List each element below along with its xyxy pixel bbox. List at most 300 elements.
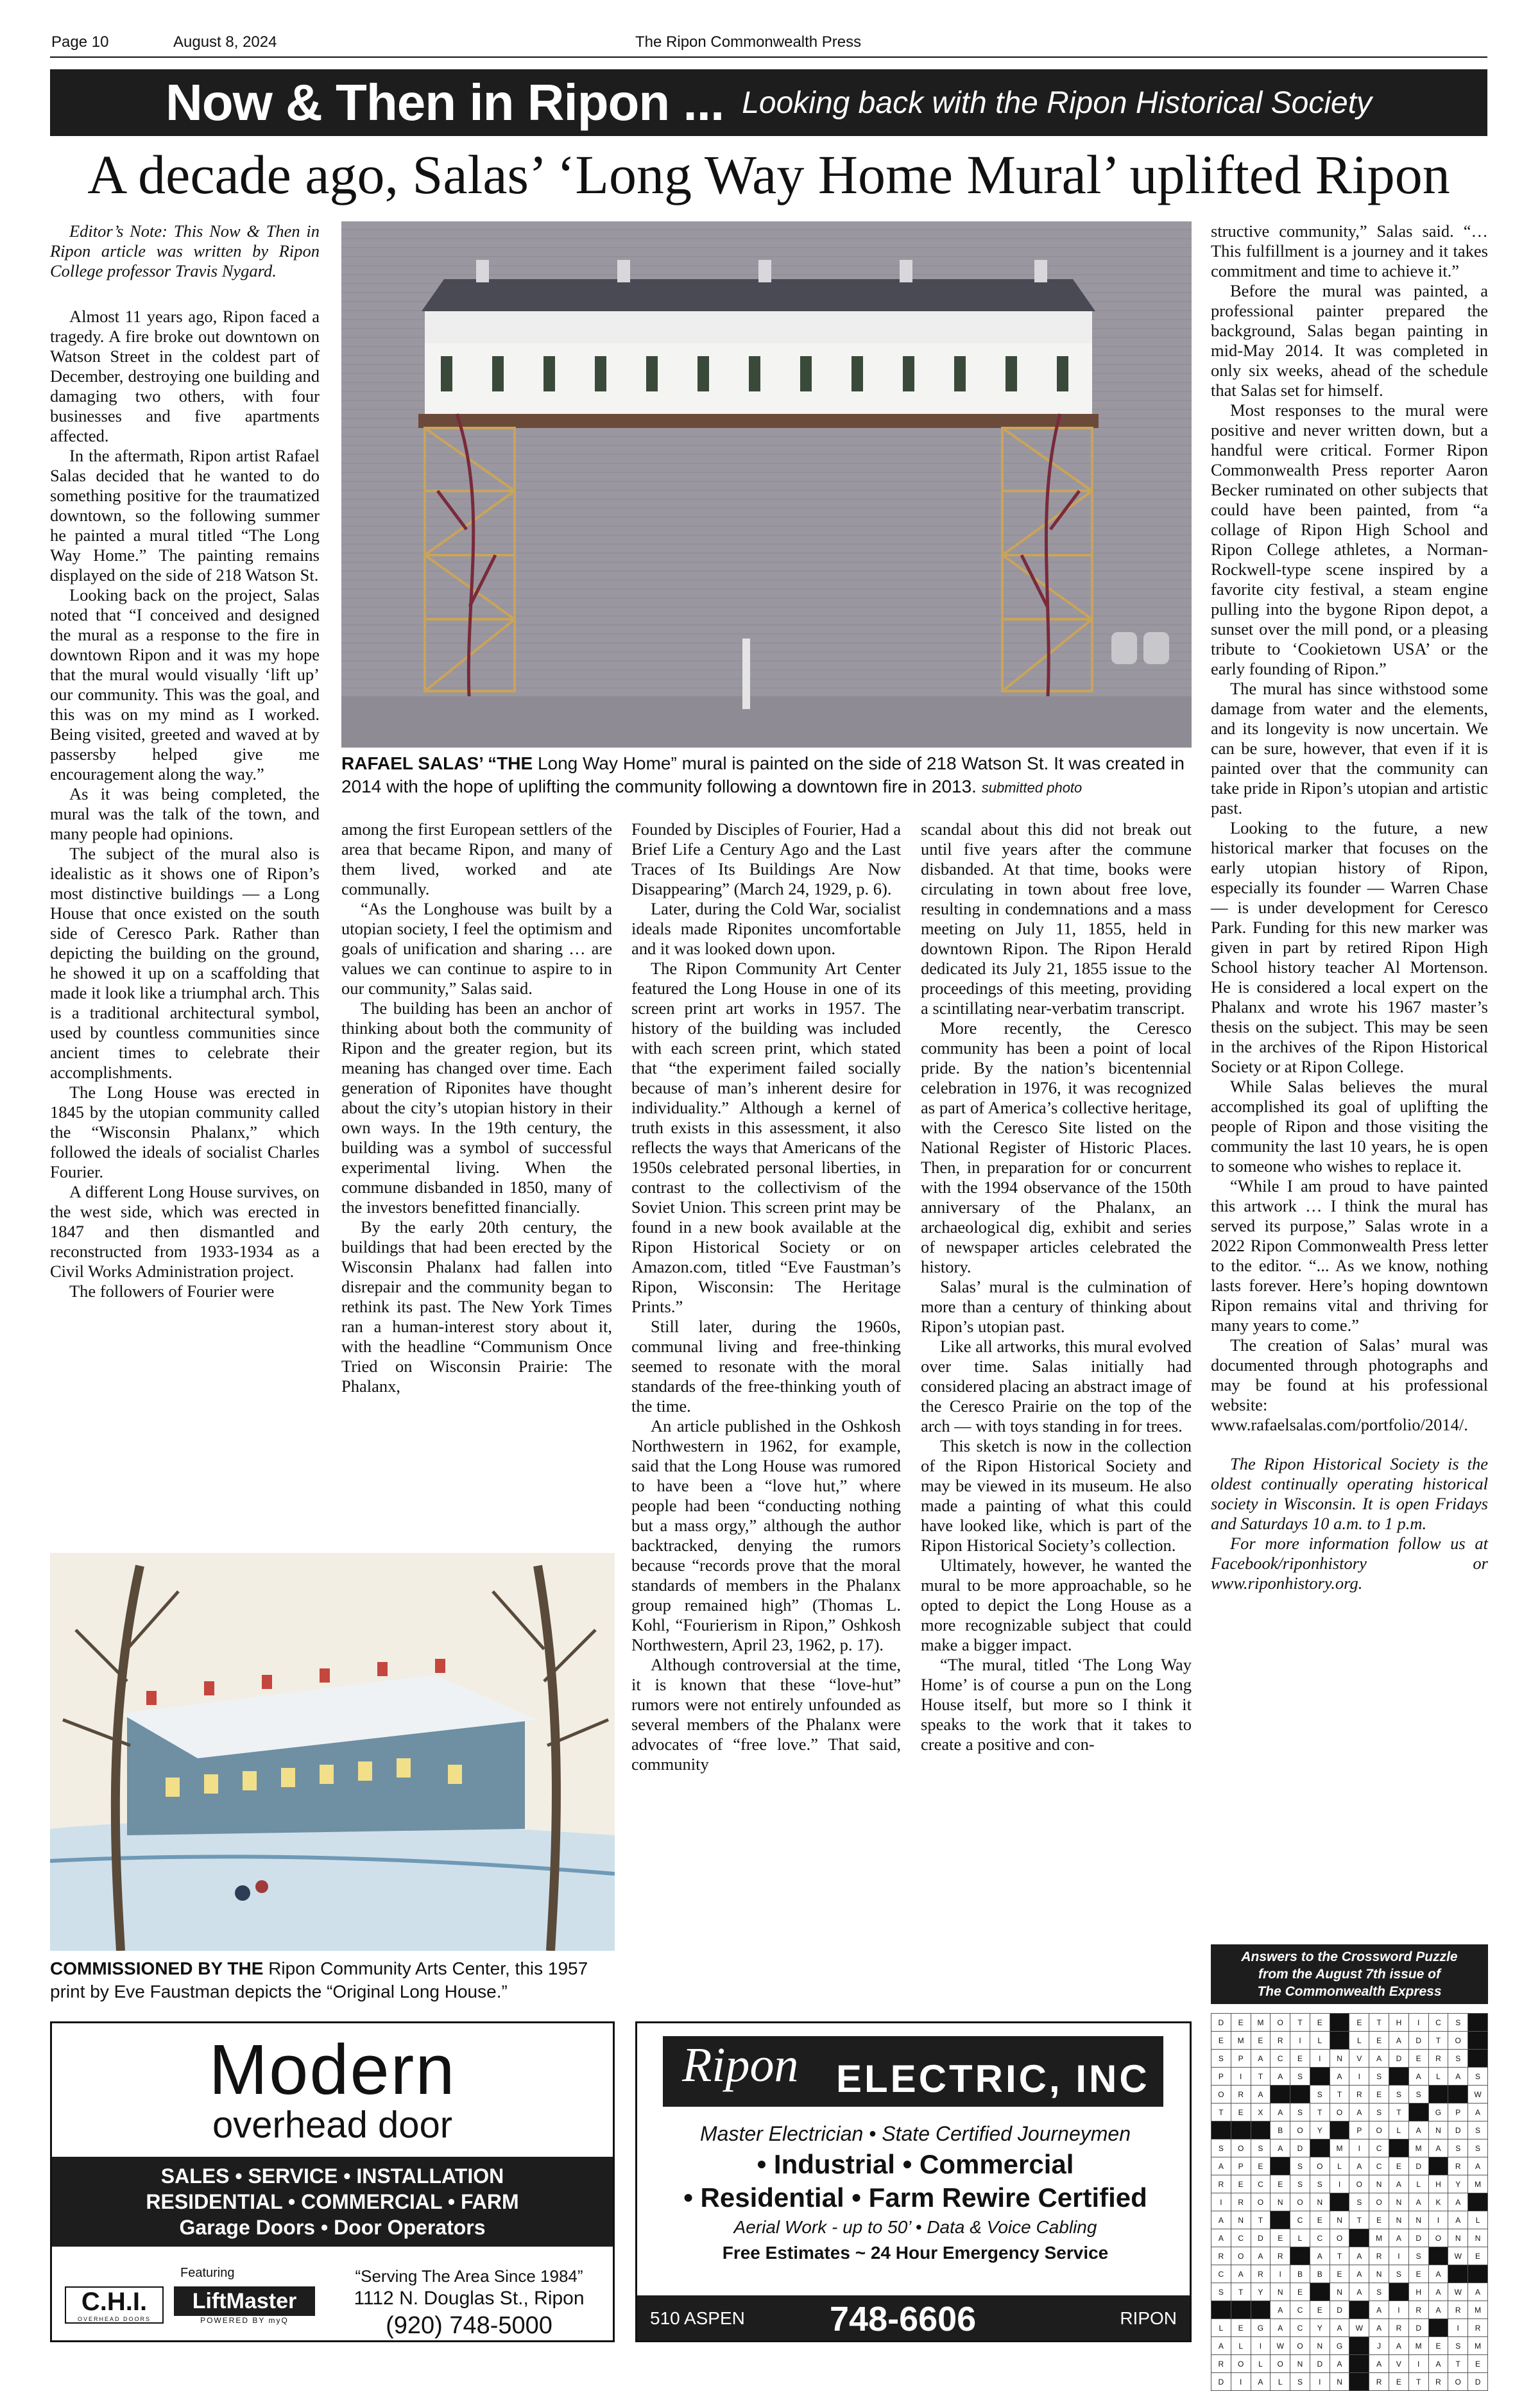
crossword-cell: Y xyxy=(1310,2121,1330,2139)
crossword-cell: S xyxy=(1448,2014,1468,2032)
crossword-block xyxy=(1468,2193,1488,2211)
crossword-cell: R xyxy=(1251,2265,1270,2283)
crossword-cell: B xyxy=(1290,2265,1310,2283)
crossword-cell: A xyxy=(1389,2032,1409,2050)
crossword-cell: E xyxy=(1349,2014,1369,2032)
ad-modern-overhead-door xyxy=(50,2021,615,2342)
paragraph: As it was being completed, the mural was the talk of the town, and many people had opinions. xyxy=(50,784,320,843)
paragraph: Although controversial at the time, it is known that these “love-hut” rumors were not entirely unfounded as several members of the Phalanx were advocates of “free love.” That said, community xyxy=(631,1655,901,1774)
electric-script: Ripon xyxy=(682,2038,799,2092)
editor-note: Editor’s Note: This Now & Then in Ripon article was written by Ripon College professor Travis Nygard. xyxy=(50,221,320,280)
electric-phone: 748-6606 xyxy=(830,2300,977,2338)
electric-city: RIPON xyxy=(1120,2308,1177,2328)
paragraph: The followers of Fourier were xyxy=(69,1281,275,1301)
crossword-cell: A xyxy=(1428,2355,1448,2373)
liftmaster-text: LiftMaster xyxy=(174,2286,315,2316)
electric-name: ELECTRIC, INC xyxy=(836,2057,1150,2100)
crossword-cell: E xyxy=(1468,2355,1488,2373)
crossword-cell: R xyxy=(1211,2247,1231,2265)
crossword-cell: S xyxy=(1369,2104,1389,2121)
crossword-cell: T xyxy=(1330,2086,1349,2104)
crossword-cell: S xyxy=(1290,2068,1310,2086)
crossword-cell: I xyxy=(1349,2068,1369,2086)
crossword-cell: A xyxy=(1389,2229,1409,2247)
paragraph: Salas’ mural is the culmination of more than a century of thinking about Ripon’s utopian past. xyxy=(921,1277,1192,1336)
print-caption xyxy=(50,1957,615,2003)
ad-phone: (920) 748-5000 xyxy=(386,2312,552,2339)
ad-address: 1112 N. Douglas St., Ripon xyxy=(354,2288,585,2309)
longhouse-print xyxy=(50,1553,615,1951)
crossword-cell: C xyxy=(1428,2014,1448,2032)
crossword-cell: S xyxy=(1468,2139,1488,2157)
crossword-row xyxy=(1211,2157,1488,2175)
crossword-cell: O xyxy=(1290,2337,1310,2355)
crossword-cell: S xyxy=(1290,2104,1310,2121)
banner-subtitle: Looking back with the Ripon Historical Society xyxy=(742,85,1373,120)
ad-line: SALES • SERVICE • INSTALLATION xyxy=(160,2164,504,2188)
crossword-cell: C xyxy=(1369,2157,1389,2175)
column-1 xyxy=(50,221,320,1301)
crossword-cell: T xyxy=(1428,2032,1448,2050)
crossword-header xyxy=(1211,1944,1488,2004)
ad-slogan: “Serving The Area Since 1984” xyxy=(355,2267,583,2286)
ad-brand-sub: overhead door xyxy=(212,2104,453,2146)
crossword-cell: S xyxy=(1369,2068,1389,2086)
crossword-cell: O xyxy=(1231,2247,1251,2265)
crossword-row xyxy=(1211,2014,1488,2032)
crossword-block xyxy=(1330,2014,1349,2032)
crossword-row xyxy=(1211,2193,1488,2211)
crossword-cell: L xyxy=(1251,2355,1270,2373)
crossword-cell: O xyxy=(1369,2121,1389,2139)
paragraph: An article published in the Oshkosh Northwestern in 1962, for example, said that the Long House was rumored to have been a “love hut,” where people had been “conducting nothing but a mass orgy,” although the author backtracked, denying the rumors because “records prove that the moral standards of members in the Phalanx group remained high” (Thomas L. Kohl, “Fourierism in Ripon,” Oshkosh Northwestern, April 23, 1962, p. 17). xyxy=(631,1416,901,1654)
crossword-block xyxy=(1310,2068,1330,2086)
crossword-cell: N xyxy=(1408,2211,1428,2229)
crossword-cell: D xyxy=(1251,2229,1270,2247)
paragraph: Still later, during the 1960s, communal living and free-thinking seemed to resonate with the moral standards of the free-thinking youth of the time. xyxy=(631,1317,901,1416)
crossword-cell: S xyxy=(1290,2157,1310,2175)
paragraph: “While I am proud to have painted this artwork … I think the mural has served its purpose,” Salas wrote in a 2022 Ripon Commonwealth Press letter to the editor. “... As we know, nothing lasts forever. Here’s hoping downtown Ripon remains vital and thriving for many years to come.” xyxy=(1211,1176,1488,1335)
crossword-cell: E xyxy=(1389,2373,1409,2391)
crossword-cell: I xyxy=(1231,2373,1251,2391)
crossword-cell: T xyxy=(1330,2247,1349,2265)
crossword-cell: A xyxy=(1330,2355,1349,2373)
crossword-cell: O xyxy=(1310,2157,1330,2175)
paragraph: “As the Longhouse was built by a utopian society, I feel the optimism and goals of unification and sharing … are values we can continue to aspire to in our community,” Salas said. xyxy=(341,899,612,998)
crossword-cell: D xyxy=(1290,2139,1310,2157)
headline: A decade ago, Salas’ ‘Long Way Home Mural’ uplifted Ripon xyxy=(87,144,1450,205)
crossword-cell: R xyxy=(1408,2301,1428,2319)
crossword-cell: O xyxy=(1349,2175,1369,2193)
crossword-row xyxy=(1211,2211,1488,2229)
crossword-cell: D xyxy=(1468,2373,1488,2391)
paragraph: A different Long House survives, on the west side, which was erected in 1847 and then dismantled and reconstructed from 1933-1934 as a Civil Works Administration project. xyxy=(50,1182,320,1281)
crossword-cell: S xyxy=(1389,2086,1409,2104)
crossword-cell: S xyxy=(1211,2050,1231,2068)
crossword-cell: D xyxy=(1330,2301,1349,2319)
crossword-cell: N xyxy=(1270,2193,1290,2211)
crossword-cell: I xyxy=(1211,2193,1231,2211)
paragraph: structive community,” Salas said. “… This fulfillment is a journey and it takes commitment and time to achieve it.” xyxy=(1211,221,1488,280)
crossword-cell: A xyxy=(1349,2265,1369,2283)
crossword-cell: A xyxy=(1369,2319,1389,2337)
crossword-cell: G xyxy=(1330,2337,1349,2355)
crossword-cell: A xyxy=(1330,2068,1349,2086)
crossword-cell: C xyxy=(1211,2265,1231,2283)
ad-line: • Industrial • Commercial xyxy=(757,2149,1074,2179)
crossword-block xyxy=(1330,2032,1349,2050)
crossword-cell: E xyxy=(1330,2265,1349,2283)
crossword-cell: D xyxy=(1389,2050,1409,2068)
crossword-cell: I xyxy=(1349,2139,1369,2157)
crossword-cell: T xyxy=(1211,2104,1231,2121)
crossword-cell: C xyxy=(1290,2301,1310,2319)
crossword-cell: I xyxy=(1330,2175,1349,2193)
crossword-cell: V xyxy=(1389,2355,1409,2373)
crossword-cell: A xyxy=(1349,2247,1369,2265)
crossword-block xyxy=(1389,2139,1409,2157)
crossword-cell: N xyxy=(1468,2229,1488,2247)
paragraph: By the early 20th century, the buildings that had been erected by the Wisconsin Phalanx had fallen into disrepair and the community began to rethink its past. The New York Times ran a human-interest story about it, with the headline “Communism Once Tried on Wisconsin Prairie: The Phalanx, xyxy=(341,1217,612,1396)
crossword-cell: D xyxy=(1408,2229,1428,2247)
liftmaster-sub: POWERED BY myQ xyxy=(200,2316,289,2325)
crossword-row xyxy=(1211,2265,1488,2283)
crossword-cell: L xyxy=(1468,2211,1488,2229)
column-3 xyxy=(631,819,901,1774)
crossword-cell: L xyxy=(1270,2373,1290,2391)
crossword-block xyxy=(1349,2355,1369,2373)
crossword-cell: C xyxy=(1231,2229,1251,2247)
crossword-cell: E xyxy=(1369,2086,1389,2104)
crossword-title: The Commonwealth Express xyxy=(1257,1984,1442,1999)
crossword-cell: A xyxy=(1211,2337,1231,2355)
crossword-cell: I xyxy=(1408,2014,1428,2032)
crossword-cell: R xyxy=(1211,2175,1231,2193)
society-note: The Ripon Historical Society is the oldest continually operating historical society in Wisconsin. It is open Fridays and Saturdays 10 a.m. to 1 p.m. xyxy=(1211,1454,1488,1533)
mural-caption xyxy=(341,752,1192,800)
crossword-block xyxy=(1270,2086,1290,2104)
ad-brand: Modern xyxy=(209,2030,456,2109)
crossword-cell: O xyxy=(1369,2193,1389,2211)
crossword-cell: N xyxy=(1330,2050,1349,2068)
crossword-cell: A xyxy=(1468,2157,1488,2175)
crossword-cell: A xyxy=(1448,2211,1468,2229)
crossword-cell: O xyxy=(1290,2193,1310,2211)
paragraph: The subject of the mural also is idealistic as it shows one of Ripon’s most distinctive buildings — a Long House that once existed on the south side of Ceresco Park. Rather than depicting the building on the ground, he showed it up on a scaffolding that made it look like a triumphal arch. This is a traditional architectural symbol, used by countless communities since ancient times to celebrate their accomplishments. xyxy=(50,844,320,1082)
crossword-cell: E xyxy=(1310,2014,1330,2032)
mural-photo xyxy=(341,221,1192,748)
crossword-cell: R xyxy=(1448,2157,1468,2175)
crossword-cell: C xyxy=(1290,2319,1310,2337)
crossword-cell: W xyxy=(1349,2319,1369,2337)
crossword-cell: C xyxy=(1251,2175,1270,2193)
crossword-cell: I xyxy=(1389,2301,1409,2319)
crossword-cell: Y xyxy=(1310,2319,1330,2337)
crossword-cell: M xyxy=(1468,2175,1488,2193)
crossword-cell: C xyxy=(1290,2211,1310,2229)
crossword-cell: L xyxy=(1330,2157,1349,2175)
crossword-cell: T xyxy=(1251,2068,1270,2086)
crossword-cell: A xyxy=(1408,2193,1428,2211)
crossword-cell: N xyxy=(1231,2211,1251,2229)
crossword-cell: S xyxy=(1310,2086,1330,2104)
column-5 xyxy=(1211,221,1488,1593)
crossword-block xyxy=(1428,2247,1448,2265)
crossword-block xyxy=(1211,2301,1231,2319)
crossword-cell: S xyxy=(1349,2193,1369,2211)
crossword-block xyxy=(1251,2301,1270,2319)
crossword-cell: R xyxy=(1369,2247,1389,2265)
crossword-cell: N xyxy=(1369,2175,1389,2193)
crossword-cell: L xyxy=(1408,2175,1428,2193)
paragraph: Later, during the Cold War, socialist ideals made Riponites uncomfortable and it was looked down upon. xyxy=(631,899,901,958)
crossword-cell: O xyxy=(1330,2229,1349,2247)
crossword-cell: J xyxy=(1369,2337,1389,2355)
crossword-block xyxy=(1290,2086,1310,2104)
crossword-cell: D xyxy=(1408,2032,1428,2050)
crossword-cell: I xyxy=(1448,2319,1468,2337)
ad-contact xyxy=(334,2266,604,2340)
crossword-cell: A xyxy=(1369,2355,1389,2373)
crossword-cell: H xyxy=(1389,2014,1409,2032)
crossword-cell: A xyxy=(1428,2139,1448,2157)
paper-name: The Ripon Commonwealth Press xyxy=(635,33,862,51)
crossword-row xyxy=(1211,2247,1488,2265)
paragraph: More recently, the Ceresco community has been a point of local pride. By the nation’s bicentennial celebration in 1976, it was recognized as part of America’s collective heritage, with the Ceresco Site listed on the National Register of Historic Places. Then, in preparation for or concurrent with the 1994 observance of the 150th anniversary of the Phalanx, an archaeological dig, exhibit and series of newspaper articles celebrated the history. xyxy=(921,1018,1192,1276)
crossword-cell: W xyxy=(1448,2247,1468,2265)
crossword-row xyxy=(1211,2139,1488,2157)
paragraph: Before the mural was painted, a professional painter prepared the background, Salas began painting in mid-May 2014. It was completed in only six weeks, ahead of the schedule that Salas set for himself. xyxy=(1211,281,1488,400)
crossword-row xyxy=(1211,2355,1488,2373)
crossword-cell: B xyxy=(1270,2121,1290,2139)
paragraph: Like all artworks, this mural evolved over time. Salas initially had considered placing an abstract image of the Ceresco Prairie on the top of the arch — with toys standing in for trees. xyxy=(921,1337,1192,1435)
paragraph: The building has been an anchor of thinking about both the community of Ripon and the greater region, but its meaning has changed over time. Each generation of Riponites have thought about the city’s utopian history in their own ways. In the 19th century, the building was a symbol of successful experimental living. When the commune disbanded in 1850, many of the investors benefitted financially. xyxy=(341,998,612,1217)
crossword-cell: T xyxy=(1369,2014,1389,2032)
caption-lead: COMMISSIONED BY THE xyxy=(50,1958,264,1978)
crossword-cell: R xyxy=(1448,2301,1468,2319)
crossword-cell: R xyxy=(1389,2319,1409,2337)
crossword-cell: N xyxy=(1290,2355,1310,2373)
crossword-block xyxy=(1290,2247,1310,2265)
paragraph: The creation of Salas’ mural was documented through photographs and may be found at his professional website: www.rafaelsalas.com/portfolio/2014/. xyxy=(1211,1335,1488,1434)
paragraph: The mural has since withstood some damage from water and the elements, and its longevity is now uncertain. We can be sure, however, that even if it is painted over that the community can take pride in Ripon’s utopian and artistic past. xyxy=(1211,679,1488,818)
caption-text: Ripon Community Arts Center, this 1957 print by Eve Faustman depicts the “Original Long House.” xyxy=(50,1958,588,2001)
crossword-cell: T xyxy=(1349,2211,1369,2229)
crossword-cell: A xyxy=(1270,2139,1290,2157)
crossword-row xyxy=(1211,2301,1488,2319)
crossword-cell: H xyxy=(1428,2175,1448,2193)
crossword-block xyxy=(1408,2104,1428,2121)
paragraph: While Salas believes the mural accomplished its goal of uplifting the people of Ripon and those visiting the community the last 10 years, he is open to someone who wishes to replace it. xyxy=(1211,1077,1488,1176)
ad-line: • Residential • Farm Rewire Certified xyxy=(683,2182,1147,2213)
crossword-cell: A xyxy=(1389,2175,1409,2193)
section-banner xyxy=(50,69,1487,136)
crossword-block xyxy=(1349,2301,1369,2319)
crossword-block xyxy=(1270,2157,1290,2175)
crossword-cell: I xyxy=(1428,2211,1448,2229)
crossword-cell: I xyxy=(1290,2032,1310,2050)
crossword-cell: M xyxy=(1468,2337,1488,2355)
crossword-cell: R xyxy=(1369,2373,1389,2391)
crossword-cell: D xyxy=(1310,2355,1330,2373)
crossword-block xyxy=(1448,2265,1468,2283)
crossword-row xyxy=(1211,2229,1488,2247)
crossword-block xyxy=(1428,2086,1448,2104)
crossword-cell: P xyxy=(1349,2121,1369,2139)
crossword-cell: C xyxy=(1369,2139,1389,2157)
crossword-cell: A xyxy=(1251,2050,1270,2068)
liftmaster-logo xyxy=(174,2286,315,2325)
crossword-cell: M xyxy=(1408,2337,1428,2355)
crossword-cell: C xyxy=(1310,2229,1330,2247)
crossword-cell: E xyxy=(1468,2247,1488,2265)
crossword-cell: I xyxy=(1389,2247,1409,2265)
crossword-cell: O xyxy=(1231,2139,1251,2157)
crossword-block xyxy=(1251,2121,1270,2139)
crossword-cell: E xyxy=(1251,2157,1270,2175)
ad-line: Free Estimates ~ 24 Hour Emergency Service xyxy=(722,2243,1109,2263)
crossword-cell: O xyxy=(1270,2014,1290,2032)
crossword-cell: T xyxy=(1448,2355,1468,2373)
crossword-cell: E xyxy=(1310,2301,1330,2319)
crossword-cell: O xyxy=(1290,2121,1310,2139)
crossword-cell: M xyxy=(1369,2229,1389,2247)
caption-lead: RAFAEL SALAS’ “THE xyxy=(341,753,533,773)
crossword-cell: D xyxy=(1408,2157,1428,2175)
ad-featuring: Featuring xyxy=(180,2266,235,2280)
crossword-cell: L xyxy=(1211,2319,1231,2337)
crossword-row xyxy=(1211,2175,1488,2193)
crossword-cell: A xyxy=(1389,2337,1409,2355)
column-4 xyxy=(921,819,1192,1754)
ad-line: Garage Doors • Door Operators xyxy=(179,2216,486,2239)
crossword-cell: E xyxy=(1231,2104,1251,2121)
crossword-cell: N xyxy=(1389,2193,1409,2211)
crossword-block xyxy=(1468,2265,1488,2283)
crossword-cell: S xyxy=(1468,2068,1488,2086)
crossword-title: from the August 7th issue of xyxy=(1258,1967,1441,1982)
crossword-row xyxy=(1211,2319,1488,2337)
crossword-cell: A xyxy=(1369,2050,1389,2068)
crossword-cell: A xyxy=(1251,2086,1270,2104)
crossword-cell: W xyxy=(1270,2337,1290,2355)
crossword-cell: A xyxy=(1310,2247,1330,2265)
crossword-cell: N xyxy=(1369,2265,1389,2283)
paragraph: Founded by Disciples of Fourier, Had a Brief Life a Century Ago and the Last Traces of Its Buildings Are Now Disappearing” (March 24, 1929, p. 6). xyxy=(631,819,901,898)
ad-line: RESIDENTIAL • COMMERCIAL • FARM xyxy=(146,2190,519,2213)
crossword-cell: S xyxy=(1448,2337,1468,2355)
crossword-block xyxy=(1231,2121,1251,2139)
crossword-cell: M xyxy=(1330,2139,1349,2157)
crossword-cell: S xyxy=(1468,2121,1488,2139)
crossword-cell: E xyxy=(1290,2050,1310,2068)
crossword-cell: R xyxy=(1270,2032,1290,2050)
crossword-cell: A xyxy=(1408,2121,1428,2139)
banner-title: Now & Then in Ripon ... xyxy=(165,74,724,131)
crossword-cell: I xyxy=(1310,2050,1330,2068)
crossword-cell: A xyxy=(1369,2301,1389,2319)
crossword-cell: M xyxy=(1231,2032,1251,2050)
crossword-answers xyxy=(1211,1944,1488,2387)
crossword-block xyxy=(1448,2086,1468,2104)
crossword-cell: M xyxy=(1468,2301,1488,2319)
crossword-cell: Y xyxy=(1448,2175,1468,2193)
paragraph: Looking back on the project, Salas noted that “I conceived and designed the mural as a response to the fire in downtown Ripon and it was my hope that the mural would visually ‘lift up’ our community. This was the goal, and this was on my mind as I worked. Being visited, greeted and waved at by passersby helped give me encouragement along the way.” xyxy=(50,585,320,784)
crossword-block xyxy=(1428,2319,1448,2337)
crossword-cell: A xyxy=(1231,2265,1251,2283)
crossword-cell: P xyxy=(1211,2068,1231,2086)
paragraph: Looking to the future, a new historical marker that focuses on the early utopian history of Ripon, especially its founder — Warren Chase — is under development for Ceresco Park. Funding for this new marker was given in part by retired Ripon High School history teacher Al Mortenson. He is considered a local expert on the Phalanx and wrote his 1967 master’s thesis on the subject. This may be seen in the archives of the Ripon Historical Society or at Ripon College. xyxy=(1211,818,1488,1076)
crossword-cell: O xyxy=(1448,2032,1468,2050)
crossword-cell: A xyxy=(1408,2068,1428,2086)
paragraph: Ultimately, however, he wanted the mural to be more approachable, so he opted to depict the Long House as a more recognizable subject that could make a bigger impact. xyxy=(921,1555,1192,1654)
crossword-cell: N xyxy=(1389,2211,1409,2229)
crossword-cell: S xyxy=(1448,2139,1468,2157)
header-rule xyxy=(50,56,1487,58)
column-2 xyxy=(341,819,612,1396)
crossword-block xyxy=(1349,2337,1369,2355)
ad-ripon-electric xyxy=(635,2021,1192,2342)
crossword-cell: P xyxy=(1448,2104,1468,2121)
crossword-grid xyxy=(1211,2013,1488,2391)
crossword-block xyxy=(1330,2121,1349,2139)
crossword-cell: A xyxy=(1349,2157,1369,2175)
crossword-block xyxy=(1349,2373,1369,2391)
crossword-cell: W xyxy=(1448,2283,1468,2301)
crossword-cell: A xyxy=(1349,2283,1369,2301)
caption-text: Long Way Home” mural is painted on the side of 218 Watson St. It was created in 2014 with the hope of uplifting the community following a downtown fire in 2013. xyxy=(341,753,1185,796)
crossword-block xyxy=(1231,2301,1251,2319)
crossword-row xyxy=(1211,2373,1488,2391)
crossword-cell: S xyxy=(1211,2139,1231,2157)
crossword-cell: O xyxy=(1231,2355,1251,2373)
crossword-cell: D xyxy=(1448,2121,1468,2139)
crossword-cell: E xyxy=(1211,2032,1231,2050)
crossword-cell: L xyxy=(1428,2068,1448,2086)
ad-line: Master Electrician • State Certified Journeymen xyxy=(699,2122,1131,2145)
crossword-cell: P xyxy=(1231,2050,1251,2068)
crossword-cell: A xyxy=(1211,2157,1231,2175)
crossword-cell: O xyxy=(1211,2086,1231,2104)
crossword-cell: A xyxy=(1251,2247,1270,2265)
crossword-cell: B xyxy=(1310,2265,1330,2283)
crossword-cell: I xyxy=(1270,2265,1290,2283)
crossword-cell: T xyxy=(1389,2104,1409,2121)
crossword-cell: O xyxy=(1428,2229,1448,2247)
paragraph: scandal about this did not break out until five years after the commune disbanded. At that time, books were circulating in town about free love, resulting in condemnations and a mass meeting on July 11, 1855, held in downtown Ripon. The Ripon Herald dedicated its July 21, 1855 issue to the proceedings of this meeting, providing a scintillating near-verbatim transcript. xyxy=(921,819,1192,1018)
crossword-row xyxy=(1211,2032,1488,2050)
crossword-cell: W xyxy=(1468,2086,1488,2104)
crossword-cell: T xyxy=(1310,2104,1330,2121)
crossword-block xyxy=(1211,2121,1231,2139)
crossword-cell: A xyxy=(1468,2104,1488,2121)
crossword-cell: S xyxy=(1290,2175,1310,2193)
crossword-cell: N xyxy=(1330,2283,1349,2301)
crossword-cell: E xyxy=(1290,2283,1310,2301)
paragraph: The Ripon Community Art Center featured the Long House in one of its screen print art works in 1957. The history of the building was included with each screen print, which stated that “the experiment failed socially because of man’s inherent desire for individuality.” Although a kernel of truth exists in this assessment, it also reflects the ways that Americans of the 1950s celebrated personal liberties, in contrast to the collectivism of the Soviet Union. This screen print may be found in a new book available at the Ripon Historical Society or on Amazon.com, titled “Eve Faustman’s Ripon, Wisconsin: The Heritage Prints.” xyxy=(631,959,901,1316)
crossword-cell: R xyxy=(1428,2373,1448,2391)
crossword-cell: A xyxy=(1270,2104,1290,2121)
crossword-row xyxy=(1211,2086,1488,2104)
paragraph: among the first European settlers of the area that became Ripon, and many of them lived, worked and ate communally. xyxy=(341,819,612,898)
crossword-cell: M xyxy=(1251,2014,1270,2032)
electric-address: 510 ASPEN xyxy=(650,2308,745,2328)
crossword-cell: C xyxy=(1270,2050,1290,2068)
crossword-block xyxy=(1310,2139,1330,2157)
crossword-cell: A xyxy=(1270,2301,1290,2319)
crossword-cell: E xyxy=(1408,2050,1428,2068)
crossword-cell: D xyxy=(1211,2014,1231,2032)
